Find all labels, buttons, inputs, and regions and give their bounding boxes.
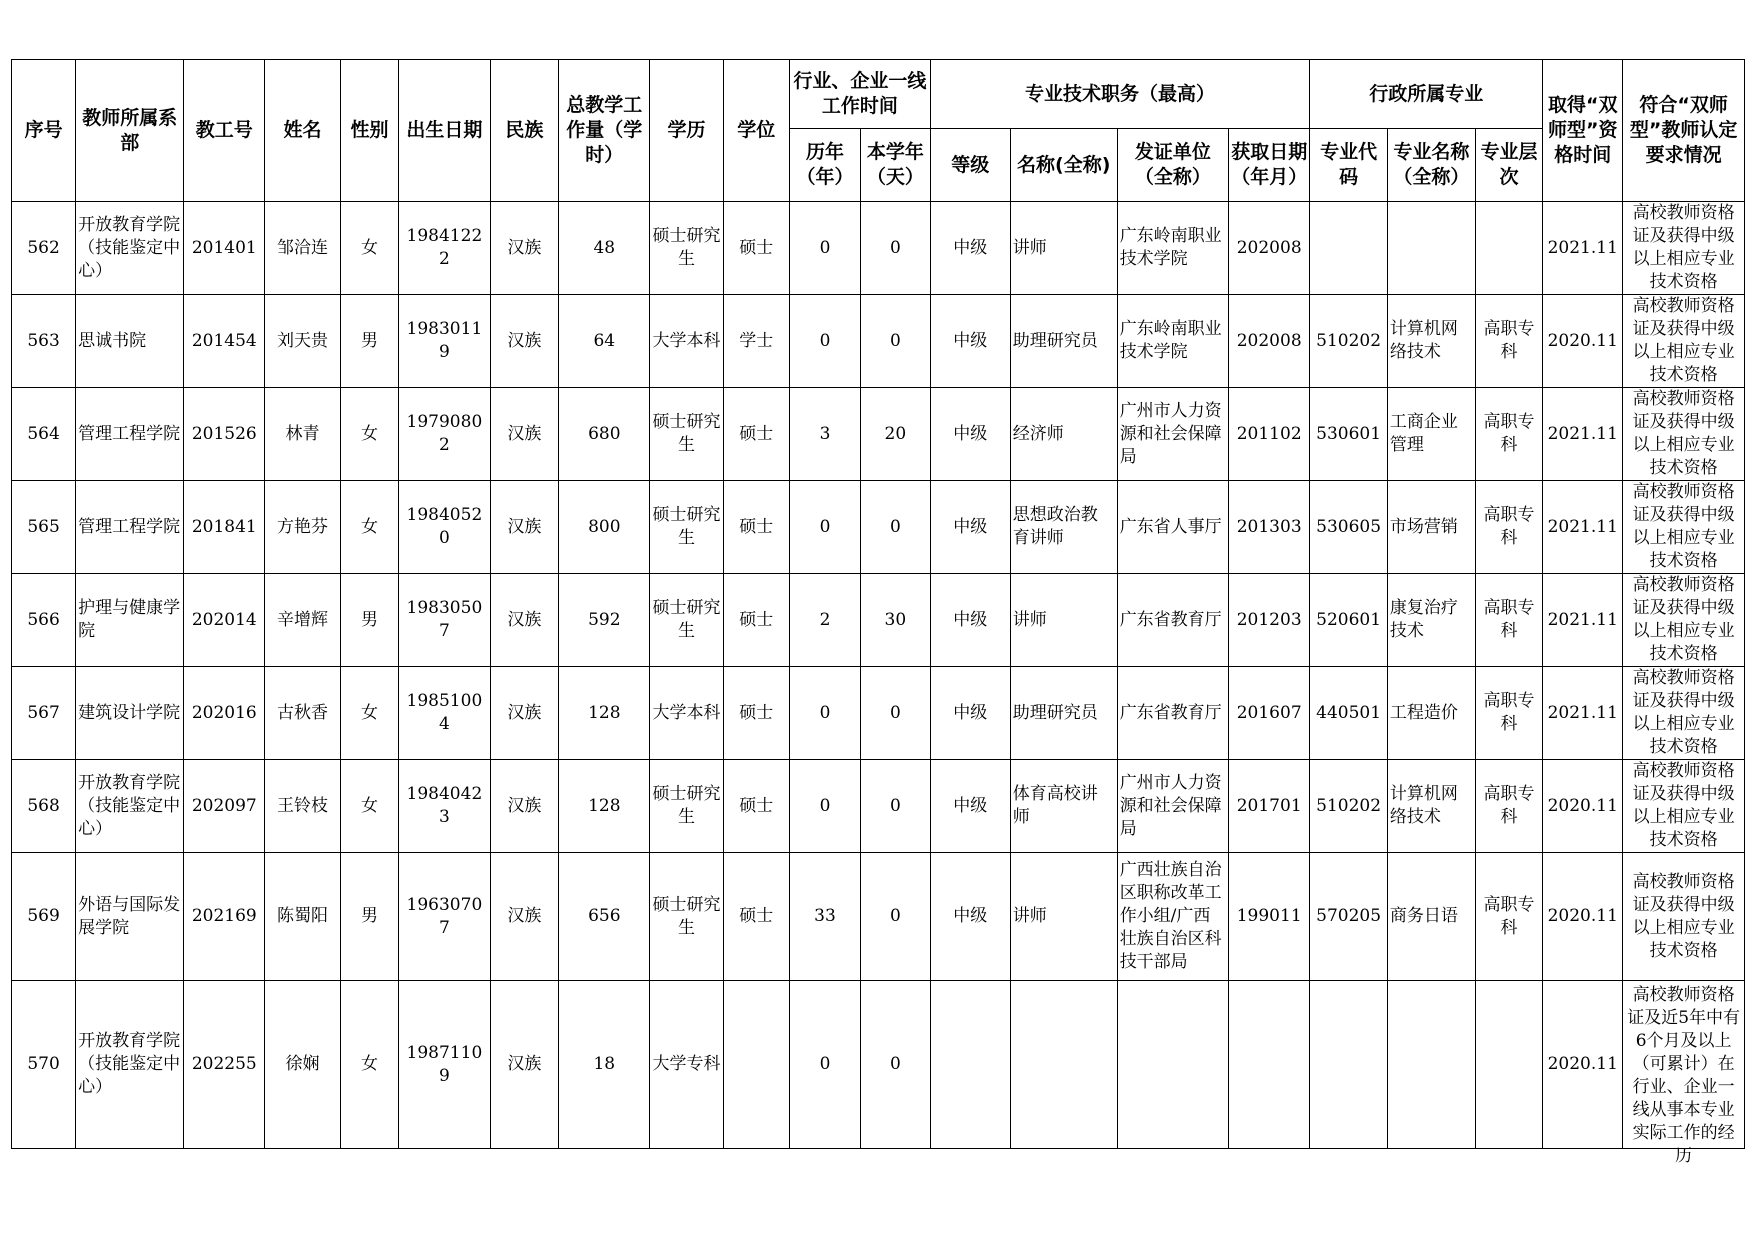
cell-title — [1010, 981, 1117, 1149]
cell-ethnicity: 汉族 — [490, 853, 559, 981]
cell-degree: 硕士 — [723, 760, 789, 853]
cell-hours: 48 — [559, 202, 650, 295]
cell-hours: 18 — [559, 981, 650, 1149]
cell-birth: 19830119 — [399, 295, 490, 388]
cell-education: 硕士研究生 — [650, 853, 723, 981]
cell-major-code: 530605 — [1310, 481, 1388, 574]
cell-ind-days: 20 — [860, 388, 930, 481]
cell-major-name: 商务日语 — [1387, 853, 1475, 981]
cell-seq: 570 — [12, 981, 76, 1149]
cell-req: 高校教师资格证及近5年中有6个月及以上（可累计）在行业、企业一线从事本专业实际工作的经历 — [1623, 981, 1745, 1149]
cell-ind-years: 0 — [790, 760, 861, 853]
table-header — [12, 60, 1745, 202]
cell-gender: 女 — [340, 388, 399, 481]
cell-req: 高校教师资格证及获得中级以上相应专业技术资格 — [1623, 202, 1745, 295]
cell-issuer: 广东岭南职业技术学院 — [1117, 295, 1228, 388]
cell-hours: 800 — [559, 481, 650, 574]
cell-hours: 656 — [559, 853, 650, 981]
cell-staff-no: 201841 — [184, 481, 265, 574]
cell-degree: 硕士 — [723, 574, 789, 667]
cell-staff-no: 201401 — [184, 202, 265, 295]
cell-major-code — [1310, 981, 1388, 1149]
cell-level: 中级 — [930, 574, 1010, 667]
table-row — [12, 481, 1745, 574]
cell-ethnicity: 汉族 — [490, 981, 559, 1149]
table-row — [12, 388, 1745, 481]
cell-dual-time: 2020.11 — [1543, 760, 1623, 853]
header-industry-days: 本学年（天） — [860, 129, 930, 202]
cell-dept: 管理工程学院 — [76, 388, 184, 481]
cell-title: 讲师 — [1010, 853, 1117, 981]
cell-req: 高校教师资格证及获得中级以上相应专业技术资格 — [1623, 388, 1745, 481]
cell-major-code: 570205 — [1310, 853, 1388, 981]
cell-issuer: 广东省教育厅 — [1117, 574, 1228, 667]
table-body — [12, 202, 1745, 1166]
cell-ind-days: 0 — [860, 853, 930, 981]
cell-dual-time: 2021.11 — [1543, 202, 1623, 295]
cell-major-code: 520601 — [1310, 574, 1388, 667]
cell-major-level — [1475, 202, 1543, 295]
cell-issuer — [1117, 981, 1228, 1149]
cell-date: 201102 — [1229, 388, 1310, 481]
cell-birth: 19830507 — [399, 574, 490, 667]
header-major-code: 专业代码 — [1310, 129, 1388, 202]
cell-ind-days: 0 — [860, 760, 930, 853]
cell-issuer: 广州市人力资源和社会保障局 — [1117, 760, 1228, 853]
header-major-level: 专业层次 — [1475, 129, 1543, 202]
cell-seq: 566 — [12, 574, 76, 667]
cell-major-name: 工程造价 — [1387, 667, 1475, 760]
cell-dept: 开放教育学院（技能鉴定中心） — [76, 202, 184, 295]
teacher-table — [11, 59, 1745, 1166]
cell-name: 王铃枝 — [265, 760, 340, 853]
cell-dual-time: 2020.11 — [1543, 295, 1623, 388]
cell-issuer: 广东岭南职业技术学院 — [1117, 202, 1228, 295]
cell-degree: 硕士 — [723, 388, 789, 481]
cell-education: 硕士研究生 — [650, 202, 723, 295]
cell-major-level: 高职专科 — [1475, 574, 1543, 667]
cell-seq: 569 — [12, 853, 76, 981]
cell-dept: 开放教育学院（技能鉴定中心） — [76, 760, 184, 853]
cell-req: 高校教师资格证及获得中级以上相应专业技术资格 — [1623, 760, 1745, 853]
cell-staff-no: 201454 — [184, 295, 265, 388]
cell-issuer: 广州市人力资源和社会保障局 — [1117, 388, 1228, 481]
cell-major-name — [1387, 981, 1475, 1149]
cell-ind-years: 2 — [790, 574, 861, 667]
header-dual-req: 符合“双师型”教师认定要求情况 — [1623, 60, 1745, 202]
table-row — [12, 574, 1745, 667]
cell-name: 邹洽连 — [265, 202, 340, 295]
cell-education: 大学专科 — [650, 981, 723, 1149]
cell-ind-years: 0 — [790, 202, 861, 295]
header-seq: 序号 — [12, 60, 76, 202]
header-birth: 出生日期 — [399, 60, 490, 202]
cell-major-name: 工商企业管理 — [1387, 388, 1475, 481]
cell-dual-time: 2021.11 — [1543, 388, 1623, 481]
cell-title: 助理研究员 — [1010, 295, 1117, 388]
cell-title: 经济师 — [1010, 388, 1117, 481]
cell-major-code: 510202 — [1310, 760, 1388, 853]
cell-gender: 女 — [340, 202, 399, 295]
cell-hours: 64 — [559, 295, 650, 388]
cell-date: 202008 — [1229, 202, 1310, 295]
cell-hours: 128 — [559, 667, 650, 760]
cell-seq: 564 — [12, 388, 76, 481]
cell-gender: 男 — [340, 295, 399, 388]
cell-level — [930, 981, 1010, 1149]
cell-ind-years: 0 — [790, 981, 861, 1149]
cell-gender: 女 — [340, 760, 399, 853]
cell-title: 思想政治教育讲师 — [1010, 481, 1117, 574]
header-teaching-hours: 总教学工作量（学时） — [559, 60, 650, 202]
table-row — [12, 853, 1745, 981]
cell-req: 高校教师资格证及获得中级以上相应专业技术资格 — [1623, 853, 1745, 981]
cell-seq: 565 — [12, 481, 76, 574]
cell-ethnicity: 汉族 — [490, 667, 559, 760]
header-industry-group: 行业、企业一线工作时间 — [790, 60, 931, 129]
cell-degree: 硕士 — [723, 853, 789, 981]
cell-staff-no: 202014 — [184, 574, 265, 667]
cell-level: 中级 — [930, 388, 1010, 481]
cell-name: 刘天贵 — [265, 295, 340, 388]
cell-major-code: 510202 — [1310, 295, 1388, 388]
header-name: 姓名 — [265, 60, 340, 202]
cell-dual-time: 2020.11 — [1543, 981, 1623, 1149]
cell-name: 林青 — [265, 388, 340, 481]
cell-dept: 管理工程学院 — [76, 481, 184, 574]
cell-dept: 开放教育学院（技能鉴定中心） — [76, 981, 184, 1149]
cell-birth: 19851004 — [399, 667, 490, 760]
header-title-issuer: 发证单位（全称） — [1117, 129, 1228, 202]
cell-staff-no: 202255 — [184, 981, 265, 1149]
cell-ethnicity: 汉族 — [490, 574, 559, 667]
cell-gender: 女 — [340, 981, 399, 1149]
cell-req: 高校教师资格证及获得中级以上相应专业技术资格 — [1623, 667, 1745, 760]
header-gender: 性别 — [340, 60, 399, 202]
cell-ethnicity: 汉族 — [490, 760, 559, 853]
cell-staff-no: 201526 — [184, 388, 265, 481]
cell-issuer: 广东省教育厅 — [1117, 667, 1228, 760]
cell-birth: 19871109 — [399, 981, 490, 1149]
cell-ind-years: 33 — [790, 853, 861, 981]
cell-dual-time: 2020.11 — [1543, 853, 1623, 981]
cell-dept: 护理与健康学院 — [76, 574, 184, 667]
cell-education: 大学本科 — [650, 667, 723, 760]
cell-major-level — [1475, 981, 1543, 1149]
cell-dual-time: 2021.11 — [1543, 667, 1623, 760]
cell-issuer: 广西壮族自治区职称改革工作小组/广西壮族自治区科技干部局 — [1117, 853, 1228, 981]
cell-major-level: 高职专科 — [1475, 667, 1543, 760]
cell-date: 201607 — [1229, 667, 1310, 760]
cell-major-level: 高职专科 — [1475, 481, 1543, 574]
cell-major-level: 高职专科 — [1475, 295, 1543, 388]
cell-degree: 硕士 — [723, 667, 789, 760]
header-major-group: 行政所属专业 — [1310, 60, 1543, 129]
cell-education: 硕士研究生 — [650, 760, 723, 853]
cell-degree: 硕士 — [723, 481, 789, 574]
cell-ethnicity: 汉族 — [490, 202, 559, 295]
cell-major-name: 市场营销 — [1387, 481, 1475, 574]
cell-staff-no: 202169 — [184, 853, 265, 981]
cell-title: 体育高校讲师 — [1010, 760, 1117, 853]
cell-level: 中级 — [930, 760, 1010, 853]
cell-gender: 女 — [340, 481, 399, 574]
cell-title: 讲师 — [1010, 574, 1117, 667]
cell-dept: 思诚书院 — [76, 295, 184, 388]
cell-major-level: 高职专科 — [1475, 388, 1543, 481]
cell-gender: 男 — [340, 574, 399, 667]
cell-seq: 563 — [12, 295, 76, 388]
cell-major-code: 530601 — [1310, 388, 1388, 481]
cell-ind-years: 0 — [790, 667, 861, 760]
cell-ethnicity: 汉族 — [490, 481, 559, 574]
cell-date: 201203 — [1229, 574, 1310, 667]
cell-major-code — [1310, 202, 1388, 295]
cell-seq: 567 — [12, 667, 76, 760]
cell-dept: 外语与国际发展学院 — [76, 853, 184, 981]
cell-name: 辛增辉 — [265, 574, 340, 667]
table-row — [12, 295, 1745, 388]
table-row — [12, 202, 1745, 295]
cell-ind-days: 0 — [860, 981, 930, 1149]
cell-gender: 男 — [340, 853, 399, 981]
header-title-level: 等级 — [930, 129, 1010, 202]
cell-education: 大学本科 — [650, 295, 723, 388]
cell-req: 高校教师资格证及获得中级以上相应专业技术资格 — [1623, 295, 1745, 388]
cell-birth: 19840423 — [399, 760, 490, 853]
header-title-group: 专业技术职务（最高） — [930, 60, 1309, 129]
header-ethnicity: 民族 — [490, 60, 559, 202]
cell-ind-days: 0 — [860, 667, 930, 760]
cell-level: 中级 — [930, 481, 1010, 574]
cell-level: 中级 — [930, 853, 1010, 981]
cell-title: 助理研究员 — [1010, 667, 1117, 760]
cell-birth: 19840520 — [399, 481, 490, 574]
cell-staff-no: 202016 — [184, 667, 265, 760]
cell-ind-years: 0 — [790, 481, 861, 574]
cell-level: 中级 — [930, 295, 1010, 388]
cell-hours: 128 — [559, 760, 650, 853]
cell-date: 201303 — [1229, 481, 1310, 574]
cell-date: 201701 — [1229, 760, 1310, 853]
cell-ind-days: 0 — [860, 202, 930, 295]
cell-ethnicity: 汉族 — [490, 295, 559, 388]
table-row — [12, 981, 1745, 1149]
cell-ind-days: 0 — [860, 295, 930, 388]
cell-major-name: 计算机网络技术 — [1387, 295, 1475, 388]
cell-level: 中级 — [930, 202, 1010, 295]
header-title-date: 获取日期（年月） — [1229, 129, 1310, 202]
cell-education: 硕士研究生 — [650, 481, 723, 574]
cell-name: 方艳芬 — [265, 481, 340, 574]
cell-name: 陈蜀阳 — [265, 853, 340, 981]
cell-ind-years: 3 — [790, 388, 861, 481]
cell-birth: 19790802 — [399, 388, 490, 481]
cell-ind-days: 30 — [860, 574, 930, 667]
header-dept: 教师所属系部 — [76, 60, 184, 202]
header-degree: 学位 — [723, 60, 789, 202]
cell-gender: 女 — [340, 667, 399, 760]
header-education: 学历 — [650, 60, 723, 202]
cell-major-name: 计算机网络技术 — [1387, 760, 1475, 853]
cell-req: 高校教师资格证及获得中级以上相应专业技术资格 — [1623, 481, 1745, 574]
cell-dept: 建筑设计学院 — [76, 667, 184, 760]
header-major-name: 专业名称（全称） — [1387, 129, 1475, 202]
cell-seq: 562 — [12, 202, 76, 295]
cell-dual-time: 2021.11 — [1543, 481, 1623, 574]
cell-date: 199011 — [1229, 853, 1310, 981]
cell-hours: 680 — [559, 388, 650, 481]
cell-staff-no: 202097 — [184, 760, 265, 853]
cell-hours: 592 — [559, 574, 650, 667]
cell-level: 中级 — [930, 667, 1010, 760]
header-dual-time: 取得“双师型”资格时间 — [1543, 60, 1623, 202]
cell-name: 徐娴 — [265, 981, 340, 1149]
cell-major-name — [1387, 202, 1475, 295]
cell-major-level: 高职专科 — [1475, 853, 1543, 981]
cell-degree: 硕士 — [723, 202, 789, 295]
cell-education: 硕士研究生 — [650, 388, 723, 481]
cell-req: 高校教师资格证及获得中级以上相应专业技术资格 — [1623, 574, 1745, 667]
cell-seq: 568 — [12, 760, 76, 853]
table-row — [12, 667, 1745, 760]
cell-degree — [723, 981, 789, 1149]
header-title-name: 名称(全称) — [1010, 129, 1117, 202]
cell-major-name: 康复治疗技术 — [1387, 574, 1475, 667]
header-industry-years: 历年（年） — [790, 129, 861, 202]
cell-ethnicity: 汉族 — [490, 388, 559, 481]
cell-ind-years: 0 — [790, 295, 861, 388]
cell-education: 硕士研究生 — [650, 574, 723, 667]
cell-dual-time: 2021.11 — [1543, 574, 1623, 667]
cell-name: 古秋香 — [265, 667, 340, 760]
cell-birth: 19841222 — [399, 202, 490, 295]
cell-major-level: 高职专科 — [1475, 760, 1543, 853]
table-row — [12, 760, 1745, 853]
cell-degree: 学士 — [723, 295, 789, 388]
cell-major-code: 440501 — [1310, 667, 1388, 760]
cell-title: 讲师 — [1010, 202, 1117, 295]
cell-birth: 19630707 — [399, 853, 490, 981]
cell-date — [1229, 981, 1310, 1149]
cell-issuer: 广东省人事厅 — [1117, 481, 1228, 574]
cell-date: 202008 — [1229, 295, 1310, 388]
header-staff-no: 教工号 — [184, 60, 265, 202]
cell-ind-days: 0 — [860, 481, 930, 574]
